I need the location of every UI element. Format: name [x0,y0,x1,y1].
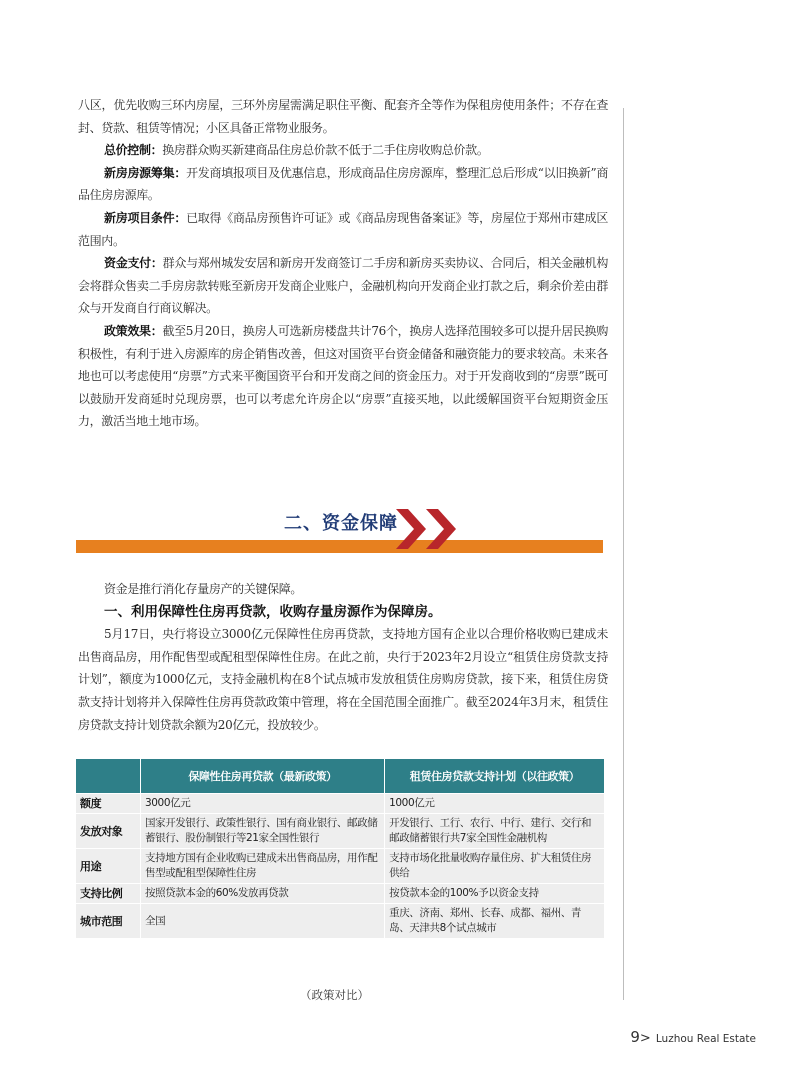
row-label: 用途 [76,849,141,884]
section-bar [76,540,603,553]
table-caption: （政策对比） [300,988,369,1002]
paragraph-fund-payment: 资金支付：群众与郑州城发安居和新房开发商签订二手房和新房买卖协议、合同后，相关金融机构会将群众售卖二手房房款转账至新房开发商企业账户，金融机构向开发商企业打款之后，剩余价差由群众与开发商自行商议解决。 [78,256,608,316]
table-cell: 重庆、济南、郑州、长春、成都、福州、青岛、天津共8个试点城市 [385,904,605,939]
table-cell: 按贷款本金的100%予以资金支持 [385,884,605,904]
table-row [76,814,605,849]
row-label: 发放对象 [76,814,141,849]
policy-comparison-table [75,758,605,939]
table-row [76,794,605,814]
table-row [76,849,605,884]
margin-rule [623,108,624,1000]
paragraph-policy-effect: 政策效果：截至5月20日，换房人可选新房楼盘共计76个，换房人选择范围较多可以提升居民换购积极性，有利于进入房源库的房企销售改善，但这对国资平台资金储备和融资能力的要求较高。未来各地也可以考虑使用“房票”方式来平衡国资平台和开发商之间的资金压力。对于开发商收到的“房票”既可以鼓励开发商延时兑现房票，也可以考虑允许房企以“房票”直接买地，以此缓解国资平台短期资金压力，激活当地土地市场。 [78,323,608,429]
table-cell: 支持市场化批量收购存量住房、扩大租赁住房供给 [385,849,605,884]
intro-paragraph: 资金是推行消化存量房产的关键保障。 [104,582,303,596]
paragraph-new-house-source: 新房房源筹集：开发商填报项目及优惠信息，形成商品住房房源库，整理汇总后形成“以旧换新”商品住房房源库。 [78,165,608,203]
publication-name: Luzhou Real Estate [655,1033,756,1045]
row-label: 支持比例 [76,884,141,904]
chevron-right-icon [394,507,428,549]
mid-text-block [78,578,608,736]
section-title: 二、资金保障 [284,513,398,534]
table-cell: 开发银行、工行、农行、中行、建行、交行和邮政储蓄银行共7家全国性金融机构 [385,814,605,849]
table-cell: 国家开发银行、政策性银行、国有商业银行、邮政储蓄银行、股份制银行等21家全国性银行 [141,814,385,849]
paragraph-project-conditions: 新房项目条件：已取得《商品房预售许可证》或《商品房现售备案证》等，房屋位于郑州市建成区范围内。 [78,210,608,248]
table-row [76,904,605,939]
subheading: 一、利用保障性住房再贷款，收购存量房源作为保障房。 [104,603,442,620]
table-cell: 全国 [141,904,385,939]
column-header-new-policy: 保障性住房再贷款（最新政策） [141,759,385,794]
table-cell: 1000亿元 [385,794,605,814]
page-footer [630,1027,756,1046]
paragraph-total-price: 总价控制：换房群众购买新建商品住房总价款不低于二手住房收购总价款。 [104,143,489,158]
row-label: 城市范围 [76,904,141,939]
body-paragraph: 5月17日，央行将设立3000亿元保障性住房再贷款，支持地方国有企业以合理价格收购已建成未出售商品房，用作配售型或配租型保障性住房。在此之前，央行于2023年2月设立“租赁住房贷款支持计划”，额度为1000亿元，支持金融机构在8个试点城市发放租赁住房购房贷款，接下来，租赁住房贷款支持计划将并入保障性住房再贷款政策中管理，将在全国范围全面推广。截至2024年3月末，租赁住房贷款支持计划贷款余额为20亿元，投放较少。 [78,627,608,732]
column-header-old-policy: 租赁住房贷款支持计划（以往政策） [385,759,605,794]
section-heading [76,507,603,553]
table-row [76,884,605,904]
row-label: 额度 [76,794,141,814]
paragraph-continuation: 八区，优先收购三环内房屋，三环外房屋需满足职住平衡、配套齐全等作为保租房使用条件；不存在查封、贷款、租赁等情况；小区具备正常物业服务。 [78,98,608,135]
footer-arrow: > [639,1031,651,1046]
table-cell: 按照贷款本金的60%发放再贷款 [141,884,385,904]
page-number: 9 [630,1028,640,1046]
chevron-right-icon [424,507,458,549]
table-header-row [76,759,605,794]
table-corner [76,759,141,794]
top-text-block [78,94,608,433]
table-cell: 3000亿元 [141,794,385,814]
table-cell: 支持地方国有企业收购已建成未出售商品房，用作配售型或配租型保障性住房 [141,849,385,884]
